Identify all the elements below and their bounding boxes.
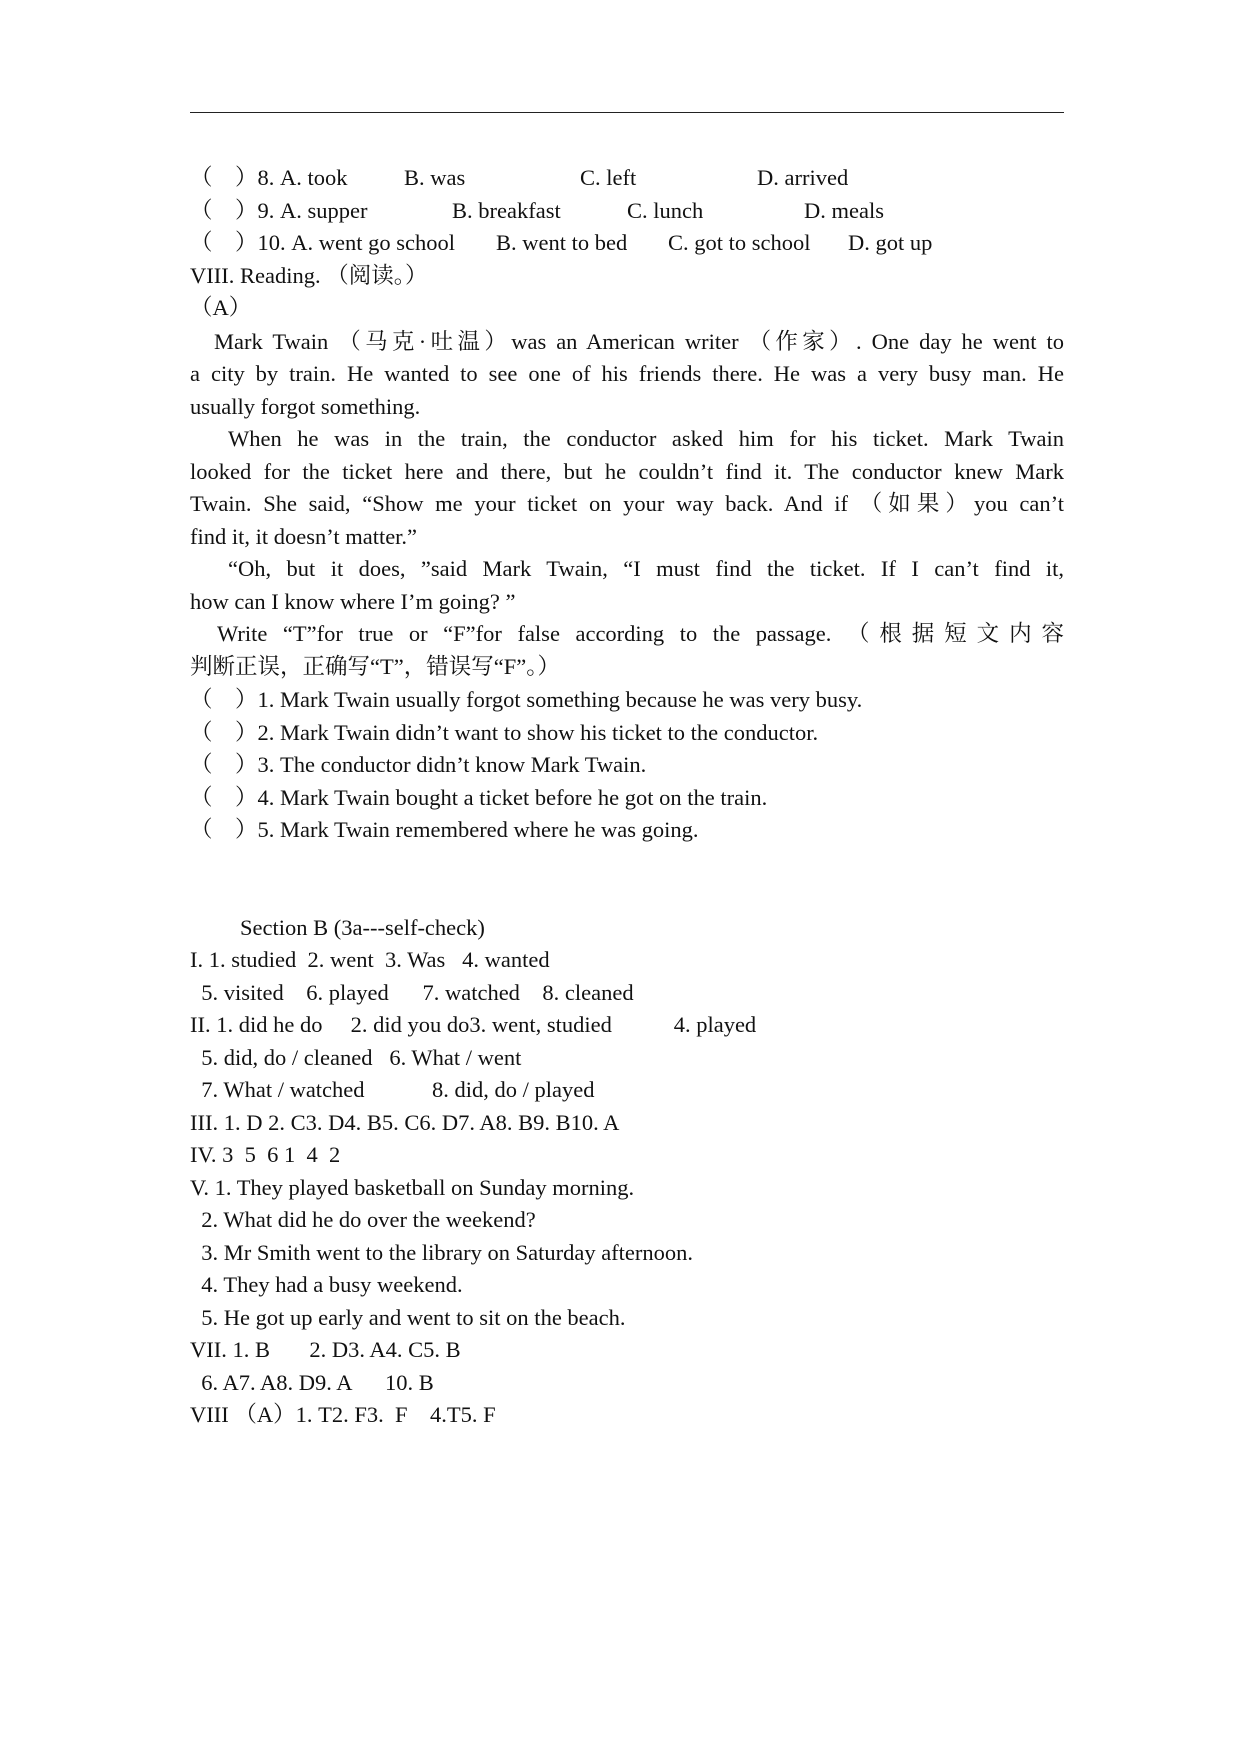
tf-question-1: （ ）1. Mark Twain usually forgot something because he was very busy.: [190, 687, 863, 712]
choice-q9-b: B. breakfast: [452, 198, 561, 223]
answer-line: I. 1. studied 2. went 3. Was 4. wanted: [190, 947, 550, 972]
tf-question-2: （ ）2. Mark Twain didn’t want to show his ticket to the conductor.: [190, 720, 819, 745]
passage-p2-line1: When he was in the train, the conductor asked him for his ticket. Mark Twain: [228, 426, 1064, 451]
reading-heading: VIII. Reading. （阅读。）: [190, 263, 428, 288]
choice-q8-b: B. was: [404, 165, 466, 190]
answer-line: VIII （A）1. T2. F3. F 4.T5. F: [190, 1402, 496, 1427]
answer-line: 2. What did he do over the weekend?: [190, 1207, 536, 1232]
answer-line: 6. A7. A8. D9. A 10. B: [190, 1370, 434, 1395]
answer-line: 4. They had a busy weekend.: [190, 1272, 463, 1297]
instruction-line2: 判断正误，正确写“T”，错误写“F”。）: [190, 654, 560, 679]
answer-line: III. 1. D 2. C3. D4. B5. C6. D7. A8. B9. B10. A: [190, 1110, 620, 1135]
answer-line: IV. 3 5 6 1 4 2: [190, 1142, 341, 1167]
instruction-line1: Write “T”for true or “F”for false according to the passage. （根据短文内容: [217, 621, 1064, 646]
answer-line: V. 1. They played basketball on Sunday morning.: [190, 1175, 635, 1200]
choice-q10-d: D. got up: [848, 230, 933, 255]
passage-p1-line3: usually forgot something.: [190, 394, 421, 419]
passage-p2-line3: Twain. She said, “Show me your ticket on your way back. And if （如果）you can’t: [190, 491, 1064, 516]
answer-line: 5. did, do / cleaned 6. What / went: [190, 1045, 522, 1070]
choice-q8-d: D. arrived: [757, 165, 849, 190]
answer-line: 5. visited 6. played 7. watched 8. cleaned: [190, 980, 634, 1005]
choice-q9-d: D. meals: [804, 198, 884, 223]
answer-line: VII. 1. B 2. D3. A4. C5. B: [190, 1337, 461, 1362]
answer-line: II. 1. did he do 2. did you do3. went, studied 4. played: [190, 1012, 757, 1037]
passage-p3-line1: “Oh, but it does, ”said Mark Twain, “I must find the ticket. If I can’t find it,: [228, 556, 1064, 581]
choice-q9-a: （ ）9. A. supper: [190, 198, 368, 223]
passage-p1-line2: a city by train. He wanted to see one of his friends there. He was a very busy man. He: [190, 361, 1064, 386]
header-rule: [190, 112, 1064, 113]
answer-line: 3. Mr Smith went to the library on Saturday afternoon.: [190, 1240, 694, 1265]
tf-question-4: （ ）4. Mark Twain bought a ticket before he got on the train.: [190, 785, 768, 810]
choice-q8-c: C. left: [580, 165, 637, 190]
passage-p2-line4: find it, it doesn’t matter.”: [190, 524, 418, 549]
passage-p3-line2: how can I know where I’m going? ”: [190, 589, 516, 614]
passage-p2-line2: looked for the ticket here and there, but he couldn’t find it. The conductor knew Mark: [190, 459, 1064, 484]
choice-q9-c: C. lunch: [627, 198, 704, 223]
choice-q10-a: （ ）10. A. went go school: [190, 230, 455, 255]
choice-q10-c: C. got to school: [668, 230, 811, 255]
answer-line: 5. He got up early and went to sit on the beach.: [190, 1305, 626, 1330]
choice-q10-b: B. went to bed: [496, 230, 628, 255]
passage-p1-line1: Mark Twain （马克·吐温）was an American writer （作家）. One day he went to: [214, 329, 1064, 354]
reading-part-label: （A）: [190, 295, 252, 320]
choice-q8-a: （ ）8. A. took: [190, 165, 348, 190]
answer-line: 7. What / watched 8. did, do / played: [190, 1077, 595, 1102]
tf-question-3: （ ）3. The conductor didn’t know Mark Twain.: [190, 752, 647, 777]
tf-question-5: （ ）5. Mark Twain remembered where he was going.: [190, 817, 699, 842]
answer-section-title: Section B (3a---self-check): [240, 915, 485, 940]
